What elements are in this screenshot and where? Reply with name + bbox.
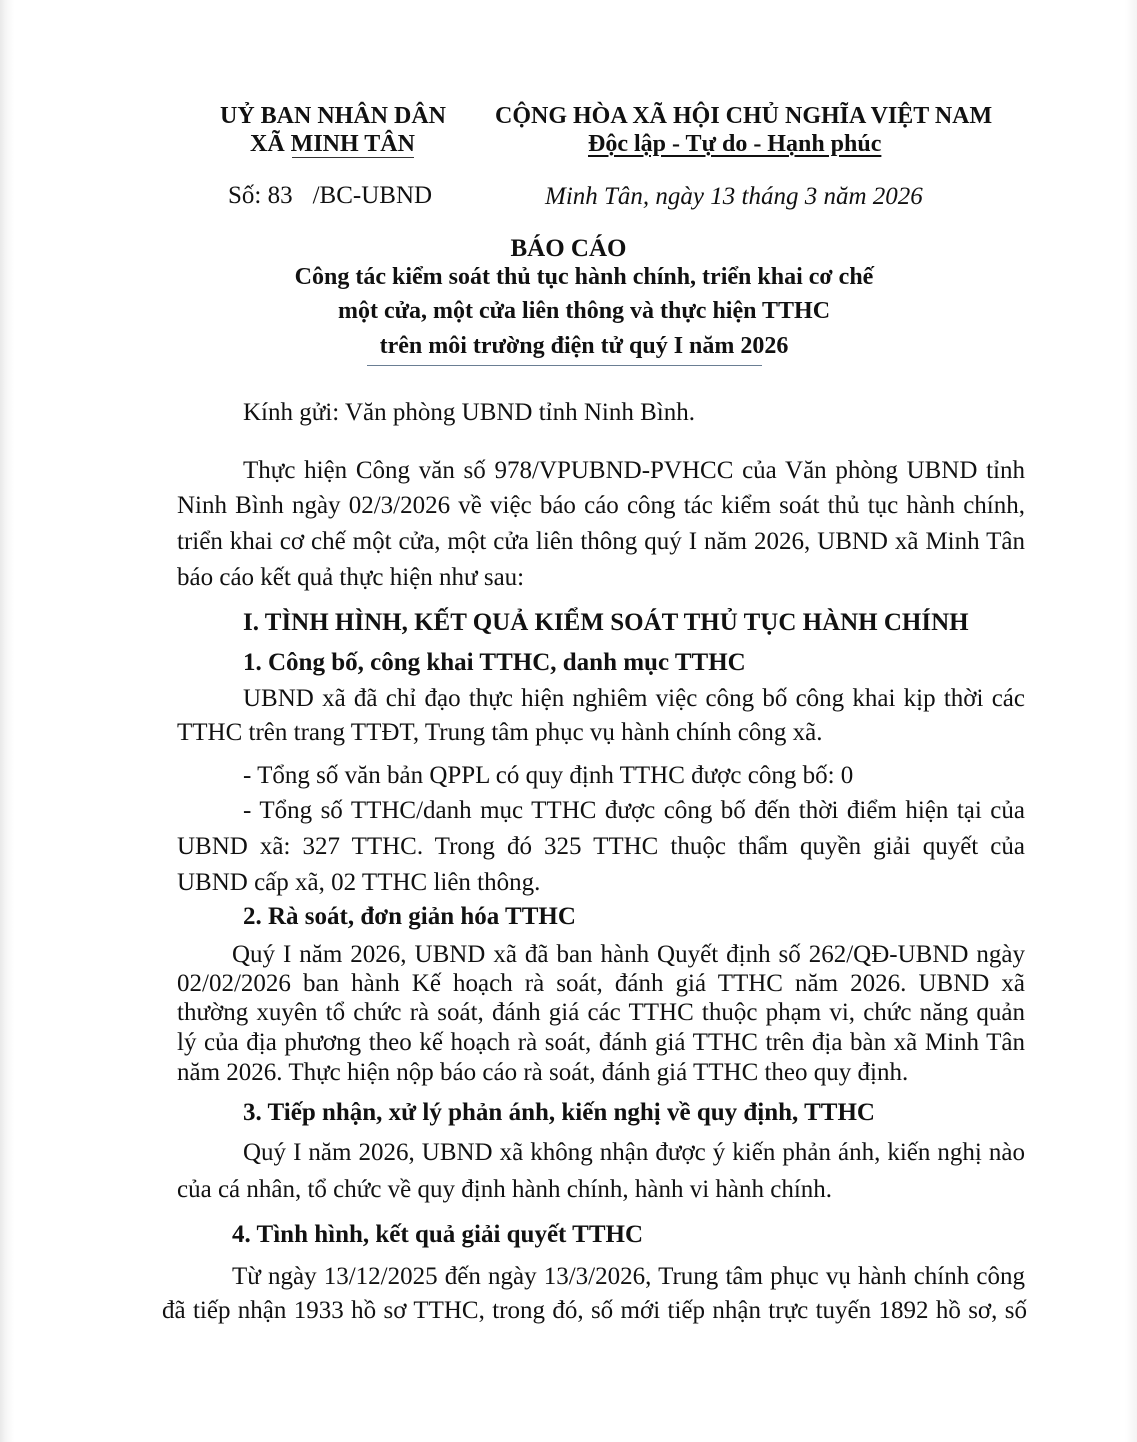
sub3-heading: 3. Tiếp nhận, xử lý phản ánh, kiến nghị về quy định, TTHC [243,1099,875,1126]
sub1-para-line1: UBND xã đã chỉ đạo thực hiện nghiêm việc công bố công khai kịp thời các [243,685,1025,712]
issuer-underline [292,157,414,158]
doc-number-prefix: Số: 83 [228,182,293,209]
sub4-para-line2: đã tiếp nhận 1933 hồ sơ TTHC, trong đó, số mới tiếp nhận trực tuyến 1892 hồ sơ, số [162,1297,1027,1324]
doc-number [228,183,432,208]
sub3-para-line2: của cá nhân, tổ chức về quy định hành chính, hành vi hành chính. [177,1176,833,1203]
national-title: CỘNG HÒA XÃ HỘI CHỦ NGHĨA VIỆT NAM [495,103,993,129]
sub1-bullet1: - Tổng số văn bản QPPL có quy định TTHC được công bố: 0 [243,762,854,789]
sub2-para-line1: Quý I năm 2026, UBND xã đã ban hành Quyết định số 262/QĐ-UBND ngày [232,941,1025,968]
sub3-para-line1: Quý I năm 2026, UBND xã không nhận được ý kiến phản ánh, kiến nghị nào [243,1139,1025,1166]
recipient: Kính gửi: Văn phòng UBND tỉnh Ninh Bình. [243,399,695,426]
sub1-heading: 1. Công bố, công khai TTHC, danh mục TTHC [243,649,746,676]
doc-type: BÁO CÁO [510,235,627,262]
title-line3: trên môi trường điện tử quý I năm 2026 [379,333,789,359]
issuer-line1: UỶ BAN NHÂN DÂN [220,103,446,129]
intro-line3: triển khai cơ chế một cửa, một cửa liên thông quý I năm 2026, UBND xã Minh Tân [177,528,1025,555]
sub1-bullet2-line3: UBND cấp xã, 02 TTHC liên thông. [177,869,541,896]
sub2-heading: 2. Rà soát, đơn giản hóa TTHC [243,903,576,930]
doc-number-suffix: /BC-UBND [312,182,433,209]
sub4-heading: 4. Tình hình, kết quả giải quyết TTHC [232,1221,644,1248]
intro-line4: báo cáo kết quả thực hiện như sau: [177,564,525,591]
sub1-bullet2-line2: UBND xã: 327 TTHC. Trong đó 325 TTHC thuộc thẩm quyền giải quyết của [177,833,1025,860]
sub1-para-line2: TTHC trên trang TTĐT, Trung tâm phục vụ hành chính công xã. [177,719,823,746]
section1-heading: I. TÌNH HÌNH, KẾT QUẢ KIỂM SOÁT THỦ TỤC HÀNH CHÍNH [243,609,969,636]
national-motto: Độc lập - Tự do - Hạnh phúc [588,131,882,157]
sub2-para-line5: năm 2026. Thực hiện nộp báo cáo rà soát, đánh giá TTHC theo quy định. [177,1059,909,1086]
intro-line2: Ninh Bình ngày 02/3/2026 về việc báo cáo công tác kiểm soát thủ tục hành chính, [177,492,1025,519]
place-date: Minh Tân, ngày 13 tháng 3 năm 2026 [545,183,923,210]
sub2-para-line4: lý của địa phương theo kế hoạch rà soát, đánh giá TTHC trên địa bàn xã Minh Tân [177,1029,1025,1056]
issuer-line2: XÃ MINH TÂN [250,131,415,157]
sub4-para-line1: Từ ngày 13/12/2025 đến ngày 13/3/2026, Trung tâm phục vụ hành chính công [232,1263,1025,1290]
sub2-para-line3: thường xuyên tổ chức rà soát, đánh giá các TTHC thuộc phạm vi, chức năng quản [177,999,1025,1026]
title-underline [367,365,762,366]
sub2-para-line2: 02/02/2026 ban hành Kế hoạch rà soát, đánh giá TTHC năm 2026. UBND xã [177,970,1025,997]
title-line2: một cửa, một cửa liên thông và thực hiện TTHC [337,298,831,324]
intro-line1: Thực hiện Công văn số 978/VPUBND-PVHCC của Văn phòng UBND tỉnh [243,457,1025,484]
title-line1: Công tác kiểm soát thủ tục hành chính, triển khai cơ chế [294,264,874,290]
sub1-bullet2-line1: - Tổng số TTHC/danh mục TTHC được công bố đến thời điểm hiện tại của [243,797,1025,824]
